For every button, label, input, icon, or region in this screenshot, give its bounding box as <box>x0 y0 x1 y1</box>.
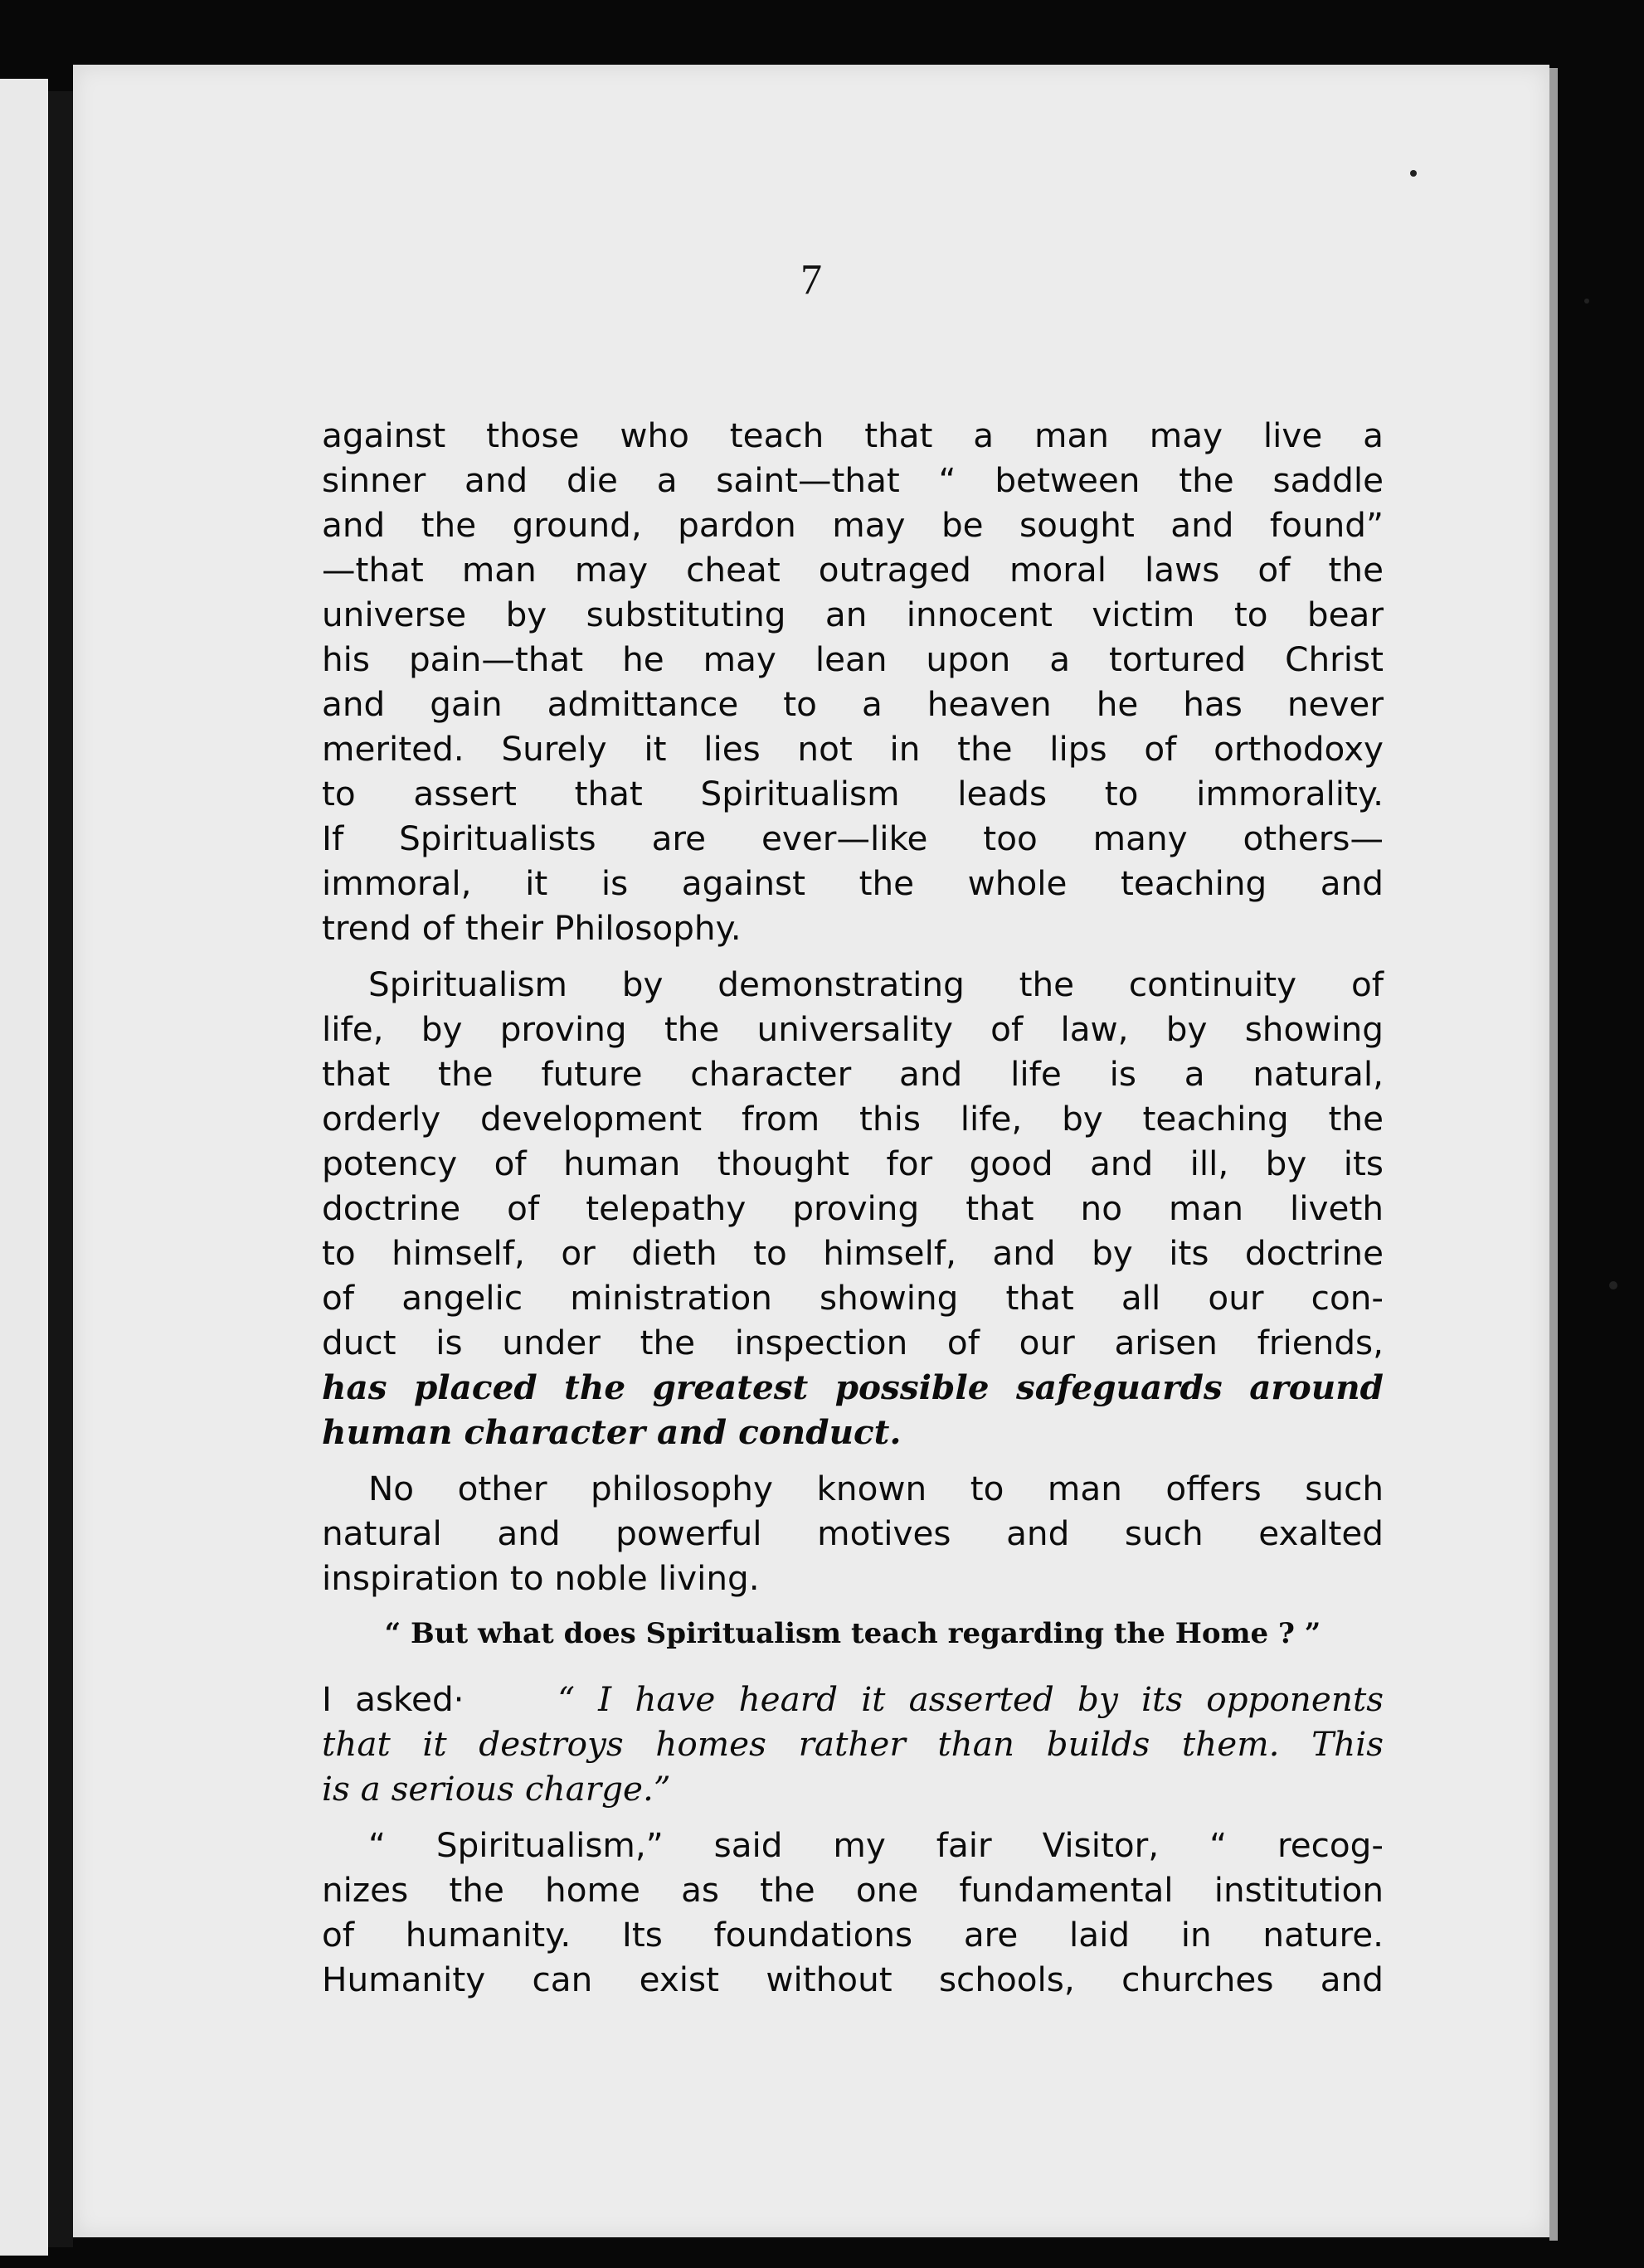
text-line: If Spiritualists are ever—like too many others— <box>322 818 1384 858</box>
text-line: life, by proving the universality of law, by showing <box>322 1009 1384 1049</box>
italic-text-line: is a serious charge.” <box>322 1769 671 1809</box>
text-line: and gain admittance to a heaven he has never <box>322 684 1384 724</box>
text-line: immoral, it is against the whole teaching and <box>322 863 1384 903</box>
page-number: 7 <box>800 256 822 304</box>
italic-text: “ I have heard it asserted by its opponents <box>557 1679 1384 1719</box>
text-line <box>322 1677 1384 1722</box>
text-line: natural and powerful motives and such exalted <box>322 1513 1384 1553</box>
lead-text: I asked· <box>322 1679 465 1719</box>
text-line: of angelic ministration showing that all our con- <box>322 1278 1384 1318</box>
left-page-edge <box>0 79 48 2256</box>
text-line: doctrine of telepathy proving that no man liveth <box>322 1188 1384 1228</box>
text-line: universe by substituting an innocent victim to bear <box>322 595 1384 634</box>
text-line: No other philosophy known to man offers such <box>368 1469 1384 1508</box>
italic-text-line: has placed the greatest possible safeguards around <box>322 1367 1384 1407</box>
text-line: his pain—that he may lean upon a tortured Christ <box>322 639 1384 679</box>
text-line: sinner and die a saint—that “ between the saddle <box>322 460 1384 500</box>
text-line: to himself, or dieth to himself, and by its doctrine <box>322 1233 1384 1273</box>
text-line: nizes the home as the one fundamental institution <box>322 1870 1384 1910</box>
book-spine <box>48 91 73 2247</box>
page-text <box>322 413 1384 2002</box>
paragraph-5 <box>322 1823 1384 2002</box>
text-line: duct is under the inspection of our arisen friends, <box>322 1323 1384 1362</box>
text-line: inspiration to noble living. <box>322 1558 760 1598</box>
section-heading: “ But what does Spiritualism teach regarding the Home ? ” <box>384 1617 1321 1650</box>
text-line: trend of their Philosophy. <box>322 908 742 948</box>
paragraph-4 <box>322 1677 1384 1811</box>
page-right-edge <box>1549 68 1558 2241</box>
italic-text-line: human character and conduct. <box>322 1412 902 1452</box>
text-line: “ Spiritualism,” said my fair Visitor, “ recog- <box>368 1825 1384 1865</box>
text-line: to assert that Spiritualism leads to immorality. <box>322 774 1384 813</box>
paragraph-3 <box>322 1466 1384 1600</box>
paragraph-1 <box>322 413 1384 950</box>
text-line: merited. Surely it lies not in the lips of orthodoxy <box>322 729 1384 769</box>
text-line: against those who teach that a man may live a <box>322 415 1384 455</box>
text-line: —that man may cheat outraged moral laws of the <box>322 550 1384 590</box>
text-line: orderly development from this life, by teaching the <box>322 1099 1384 1139</box>
scan-speck <box>1609 1281 1617 1289</box>
text-line: potency of human thought for good and ill, by its <box>322 1144 1384 1183</box>
text-line: of humanity. Its foundations are laid in nature. <box>322 1915 1384 1955</box>
text-line: and the ground, pardon may be sought and found” <box>322 505 1384 545</box>
paragraph-2 <box>322 962 1384 1455</box>
text-line: Humanity can exist without schools, churches and <box>322 1960 1384 1999</box>
book-page <box>73 65 1549 2237</box>
scan-speck <box>1410 170 1417 177</box>
text-line: that the future character and life is a natural, <box>322 1054 1384 1094</box>
scan-speck <box>1584 299 1589 304</box>
italic-text-line: that it destroys homes rather than builds them. This <box>322 1724 1384 1764</box>
text-line: Spiritualism by demonstrating the continuity of <box>368 964 1384 1004</box>
